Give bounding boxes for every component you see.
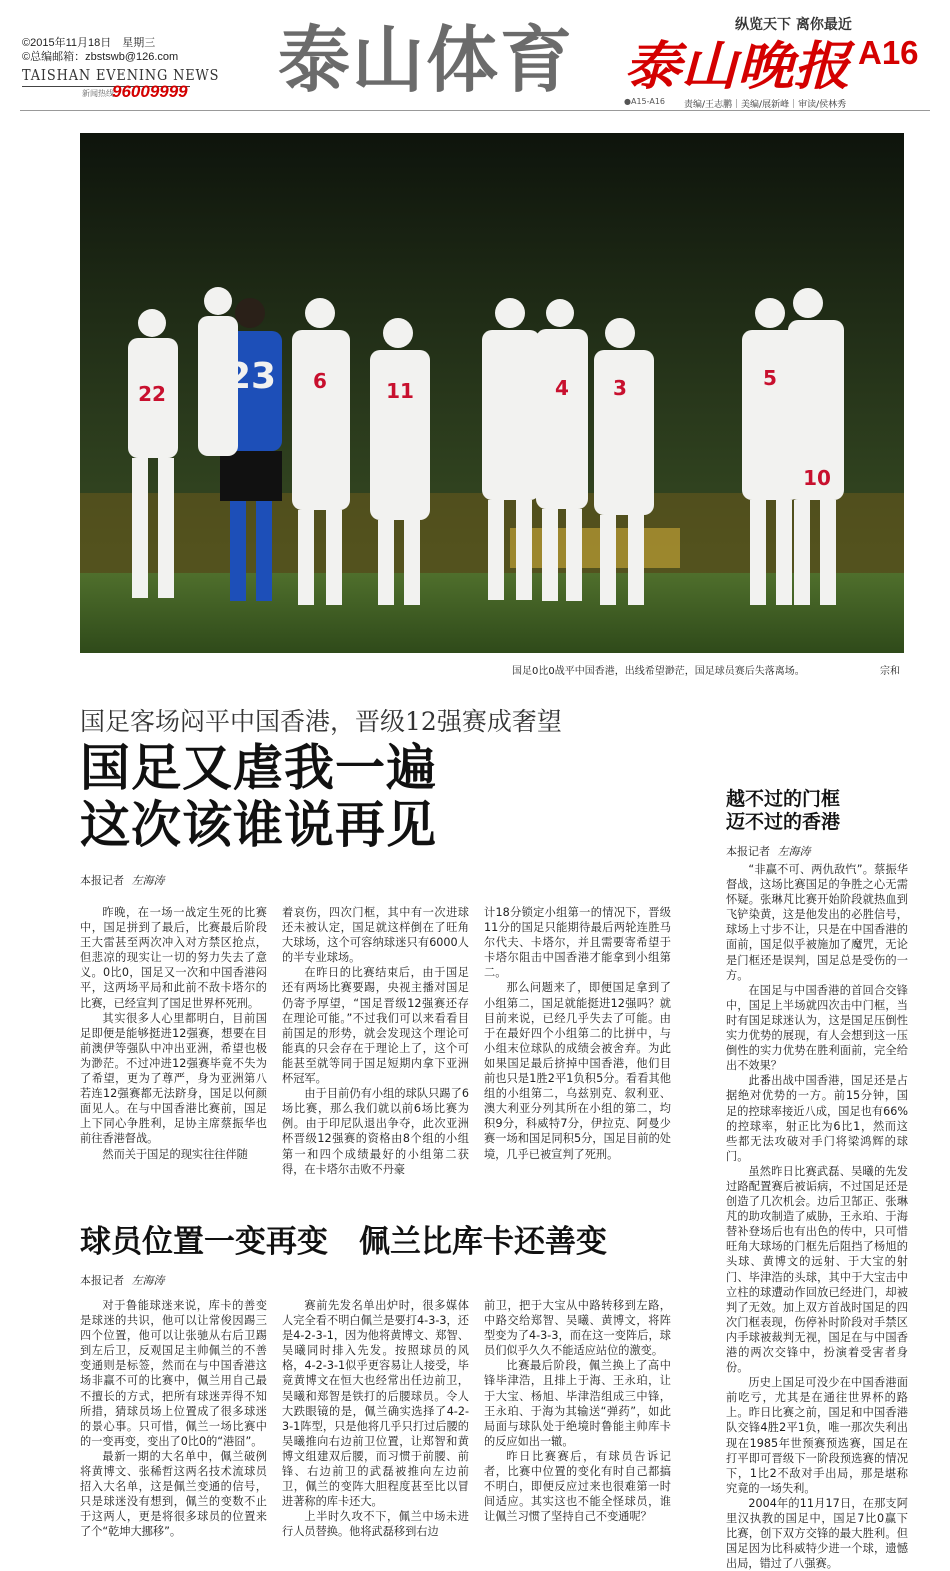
shirt-number-23: 23 (225, 356, 277, 397)
paragraph: 在国足与中国香港的首回合交锋中，国足上半场就四次击中门框，当时有国足球迷认为，这是国足压倒性实力优势的展现，有人会想到这一压倒性的实力优势在胜利面前，完全给出不效果？ (726, 983, 908, 1073)
sub-headline: 球员位置一变再变 佩兰比库卡还善变 (80, 1224, 607, 1260)
shirt-number-5: 5 (763, 366, 777, 390)
sub-story-column-3 (484, 1298, 671, 1560)
shirt-number-4: 4 (555, 376, 569, 400)
photo-credit: 宗和 (880, 666, 900, 677)
english-paper-name: TAISHAN EVENING NEWS (22, 66, 220, 84)
paragraph: 对于鲁能球迷来说，库卡的善变是球迷的共识，他可以让常俊因踢三四个位置，他可以让张驰从右后卫踢到左后卫，反观国足主帅佩兰的不善变通则是标签，然而在与中国香港这场非赢不可的比赛中，佩兰用自己最不擅长的方式，把所有球迷弄得不知所措，猜球员场上位置成了很多球迷的景心事。只可惜，佩兰一场比赛中的一变再变，变出了0比0的“港囧”。 (80, 1299, 267, 1448)
page-number: A16 (858, 34, 919, 71)
paragraph: 比赛最后阶段，佩兰换上了高中锋毕津浩，且排上于海、王永珀，让于大宝、杨旭、毕津浩组成三中锋，王永珀、于海为其输送“弹药”，如此局面与球队处于绝境时鲁能主帅库卡的反应如出一辙。 (484, 1359, 671, 1448)
hotline-number: 96009999 (112, 82, 188, 101)
paragraph: 赛前先发名单出炉时，很多媒体人完全看不明白佩兰是要打4-3-3，还是4-2-3-1，因为他将黄博文、郑智、吴曦同时排入先发。按照球员的风格，4-2-3-1似乎更容易让人接受，毕竟黄博文在恒大也经常出任边前卫，吴曦和郑智是铁打的后腰球员。令人大跌眼镜的是，佩兰确实选择了4-2-3-1阵型，只是他将几乎只打过后腰的吴曦推向右边前卫位置，让郑智和黄博文组建双后腰，而习惯于前腰、前锋、右边前卫的武磊被推向左边前卫，佩兰的变阵大胆程度甚至比以冒进著称的库卡还大。 (282, 1299, 469, 1509)
shirt-number-11: 11 (386, 379, 414, 403)
paragraph: 前卫，把于大宝从中路转移到左路，中路交给郑智、吴曦、黄博文，将阵型变为了4-3-3，而在这一变阵后，球员们似乎久久不能适应站位的激变。 (484, 1299, 671, 1358)
side-headline-line-2: 迈不过的香港 (726, 811, 841, 833)
byline-label: 本报记者 (726, 845, 770, 858)
shirt-number-6: 6 (313, 369, 327, 393)
byline-name: 左海涛 (777, 845, 811, 858)
paragraph: 然而关于国足的现实往往伴随 (102, 1147, 248, 1161)
side-story-column (726, 862, 908, 1571)
main-story-column-2 (282, 905, 469, 1181)
paragraph: 上半时久攻不下，佩兰中场未进行人员替换。他将武磊移到右边 (282, 1510, 469, 1539)
main-kicker: 国足客场闷平中国香港，晋级12强赛成奢望 (80, 707, 562, 736)
paper-logo (620, 32, 856, 97)
logo-text: 泰山晚报 (624, 36, 856, 97)
paragraph: 其实很多人心里都明白，目前国足即便是能够挺进12强赛，想要在目前澳伊等强队中冲出亚洲，希望也极为渺茫。不过冲进12强赛毕竟不失为了希望，更为了尊严，身为亚洲第八若连12强赛都无法跻身，国足以何颜面见人。在与中国香港比赛前，国足上下同心争胜利，足协主席蔡振华也前往香港督战。 (80, 1011, 267, 1146)
shirt-number-3: 3 (613, 376, 627, 400)
paragraph: 虽然昨日比赛武磊、吴曦的先发过路配置赛后被诟病，不过国足还是创造了几次机会。边后卫郜正、张琳芃的助攻制造了威胁，王永珀、于海替补登场后也有出色的传中，只可惜旺角大球场的门框先后阻挡了杨旭的头球、黄博文的远射、于大宝的射门、毕津浩的头球，其中于大宝击中立柱的球遭动作回放已经进门，却被判了无效。加上双方首战时国足的四次门框表现，伤停补时阶段对手禁区内手球被裁判无视，国足在与中国香港的两次交锋中，扮演着受害者身份。 (726, 1164, 908, 1375)
sub-story-column-1 (80, 1298, 267, 1560)
paragraph: “非赢不可、两仇敌忾”。蔡振华督战，这场比赛国足的争胜之心无需怀疑。张琳芃比赛开始阶段就热血到飞铲染黄，这是他发出的必胜信号，球场上寸步不让，只是在中国香港的面前，国足似乎被施加了魔咒，无论是门框还是误判，国足总是受伤的一方。 (726, 863, 908, 982)
paragraph: 昨日比赛赛后，有球员告诉记者，比赛中位置的变化有时自己都搞不明白，即便反应过来也很难第一时间适应。其实这也不能全怪球员，谁让佩兰习惯了坚持自己不变通呢？ (484, 1449, 671, 1524)
shirt-number-22: 22 (138, 382, 166, 406)
side-byline (726, 843, 811, 859)
paragraph: 最新一期的大名单中，佩兰破例将黄博文、张稀哲这两名技术流球员招入大名单，这是佩兰变通的信号，只是球迷没有想到，佩兰的变数不止于这两人，更是将很多球员的位置来了个“乾坤大挪移”。 (80, 1449, 267, 1539)
side-headline-line-1: 越不过的门框 (726, 788, 841, 810)
paragraph: 那么问题来了，即便国足拿到了小组第二，国足就能挺进12强吗？就目前来说，已经几乎失去了可能。由于在最好四个小组第二的比拼中，与小组末位球队的成绩会被舍弃。为此如果国足最后挤掉中国香港，他们目前也只是1胜2平1负积5分。看看其他组的小组第二，乌兹别克、叙利亚、澳大利亚分列其所在小组的第二，均积9分，科威特7分，伊拉克、阿曼少赛一场和国足同积5分，国足目前的处境，几乎已被宣判了死刑。 (484, 981, 671, 1161)
editor-email: ©总编邮箱：zbstswb@126.com (22, 51, 179, 63)
section-title: 泰山体育 (278, 18, 575, 102)
main-headline-line-1: 国足又虐我一遍 (80, 739, 437, 797)
photo-caption: 国足0比0战平中国香港，出线希望渺茫，国足球员赛后失落离场。 (512, 666, 805, 677)
paragraph: 计18分锁定小组第一的情况下，晋级11分的国足只能期待最后两轮连胜马尔代夫、卡塔尔，并且需要寄希望于卡塔尔阻击中国香港才能拿到小组第二。 (484, 906, 671, 980)
editor-credits: 责编/王志鹏｜美编/展新峰｜审读/侯林秀 (684, 100, 847, 110)
paragraph: 着哀伤，四次门框，其中有一次进球还未被认定，国足就这样倒在了旺角大球场，这个可容纳球迷只有6000人的半专业球场。 (282, 906, 469, 965)
paragraph: 历史上国足可没少在中国香港面前吃亏，尤其是在通往世界杯的路上。昨日比赛之前，国足和中国香港队交锋4胜2平1负，唯一那次失利出现在1985年世预赛预选赛，国足在打平即可晋级下一阶段预选赛的情况下，1比2不敌对手出局，那是堪称究竟的一场失利。 (726, 1376, 908, 1495)
main-byline (80, 872, 165, 888)
paragraph: 在昨日的比赛结束后，由于国足还有两场比赛要踢，央视主播对国足仍寄予厚望，“国足晋级12强赛还存在理论可能。”不过我们可以来看看目前国足的形势，就会发现这个理论可能真的只会存在于理论上了，这个可能甚至就等同于国足短期内拿下亚洲杯冠军。 (282, 966, 469, 1086)
paragraph: 此番出战中国香港，国足还是占据绝对优势的一方。前15分钟，国足的控球率接近八成，国足也有66%的控球率，射正比为6比1，然而这些都无法攻破对手门将梁鸿辉的球门。 (726, 1074, 908, 1163)
byline-name: 左海涛 (131, 1274, 165, 1287)
paragraph: 2004年的11月17日，在那支阿里汉执教的国足中，国足7比0赢下比赛，创下双方交锋的最大胜利。但国足因为比科威特少进一个球，遗憾出局，错过了八强赛。 (726, 1496, 908, 1571)
hotline-label: 新闻热线 (82, 89, 114, 98)
paragraph: 由于目前仍有小组的球队只踢了6场比赛，那么我们就以前6场比赛为例。由于印尼队退出争夺，此次亚洲杯晋级12强赛的资格由8个组的小组第一和四个成绩最好的小组第二获得，在卡塔尔击败不丹豪 (282, 1087, 469, 1176)
byline-label: 本报记者 (80, 1274, 124, 1287)
sub-story-column-2 (282, 1298, 469, 1560)
match-photo (80, 133, 904, 653)
paragraph: 昨晚，在一场一战定生死的比赛中，国足拼到了最后，比赛最后阶段王大雷甚至两次冲入对方禁区抢点，但悲凉的现实让一切的努力失去了意义。0比0，国足又一次和中国香港闷平，这两场平局和此前不敌卡塔尔的比赛，已经宣判了国足世界杯死刑。 (80, 906, 267, 1010)
header-rule (20, 110, 930, 111)
issue-date: ©2015年11月18日 星期三 (22, 37, 156, 49)
main-story-column-1 (80, 905, 267, 1181)
main-story-column-3 (484, 905, 671, 1181)
sub-byline (80, 1272, 165, 1288)
main-headline-line-2: 这次该谁说再见 (80, 796, 437, 854)
page-range: ●A15-A16 (624, 97, 665, 106)
paper-slogan: 纵览天下 离你最近 (735, 17, 852, 33)
byline-name: 左海涛 (131, 874, 165, 887)
shirt-number-10: 10 (803, 466, 831, 490)
byline-label: 本报记者 (80, 874, 124, 887)
